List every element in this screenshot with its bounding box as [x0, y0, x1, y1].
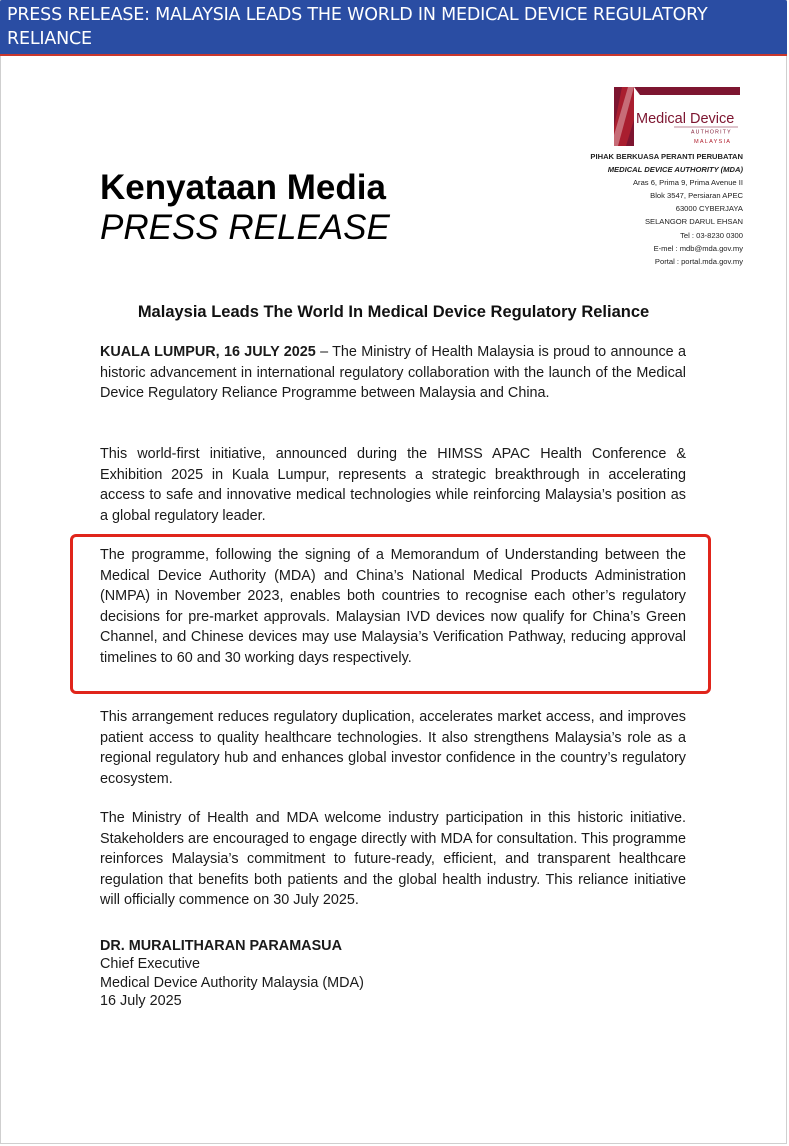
- address-line-1: Aras 6, Prima 9, Prima Avenue II: [632, 178, 743, 188]
- signatory-organization: Medical Device Authority Malaysia (MDA): [100, 974, 364, 991]
- release-title: Malaysia Leads The World In Medical Device Regulatory Reliance: [137, 303, 650, 321]
- signatory-role: Chief Executive: [100, 956, 200, 973]
- logo-line2: AUTHORITY: [691, 129, 732, 136]
- paragraph-3-highlighted: The programme, following the signing of a Memorandum of Understanding between the Medical Device Authority (MDA) and China’s National Medical Products Administration (NMPA) in November 2023, enables both countries to recognise each other’s regulatory decisions for pre-market approvals. Malaysian IVD devices now qualify for China’s Green Channel, and Chinese devices may use Malaysia’s Verification Pathway, reducing approval timelines to 60 and 30 working days respectively.: [100, 547, 686, 666]
- paragraph-1-text: – The Ministry of Health Malaysia is proud to announce a historic advancement in international regulatory collaboration with the launch of the Medical Device Regulatory Reliance Programme between Malaysia and China.: [100, 344, 686, 402]
- heading-english: PRESS RELEASE: [100, 208, 390, 247]
- address-block: [483, 150, 743, 268]
- address-tel: Tel : 03-8230 0300: [680, 230, 743, 240]
- paragraph-5: The Ministry of Health and MDA welcome industry participation in this historic initiative. Stakeholders are encouraged to engage directly with MDA for consultation. This programme reinforces Malaysia’s commitment to future-ready, efficient, and transparent healthcare regulation that benefits both patients and the global health industry. This reliance initiative will officially commence on 30 July 2025.: [100, 810, 686, 909]
- heading-malay: Kenyataan Media: [100, 168, 386, 207]
- page-header-title: PRESS RELEASE: MALAYSIA LEADS THE WORLD IN MEDICAL DEVICE REGULATORY RELIANCE: [0, 0, 787, 56]
- paragraph-1: [100, 342, 686, 404]
- dateline: KUALA LUMPUR, 16 JULY 2025: [100, 344, 316, 360]
- paragraph-2: This world-first initiative, announced during the HIMSS APAC Health Conference & Exhibition 2025 in Kuala Lumpur, represents a strategic breakthrough in accelerating access to safe and innovative medical technologies while reinforcing Malaysia’s position as a global regulatory leader.: [100, 446, 686, 524]
- logo-line3: MALAYSIA: [694, 139, 732, 145]
- org-name-english: MEDICAL DEVICE AUTHORITY (MDA): [607, 165, 743, 175]
- signature-date: 16 July 2025: [100, 993, 182, 1010]
- mda-logo: [614, 87, 740, 146]
- signature-block: [100, 937, 364, 1011]
- org-name-malay: PIHAK BERKUASA PERANTI PERUBATAN: [590, 152, 743, 161]
- signatory-name: DR. MURALITHARAN PARAMASUA: [100, 938, 342, 954]
- address-email: E-mel : mdb@mda.gov.my: [653, 243, 743, 253]
- address-line-3: 63000 CYBERJAYA: [675, 204, 743, 214]
- logo-line1: Medical Device: [636, 111, 735, 127]
- paragraph-4: This arrangement reduces regulatory duplication, accelerates market access, and improves patient access to quality healthcare technologies. It also strengthens Malaysia’s role as a regional regulatory hub and enhances global investor confidence in the country’s regulatory ecosystem.: [100, 709, 686, 787]
- address-line-2: Blok 3547, Persiaran APEC: [650, 191, 743, 201]
- address-line-4: SELANGOR DARUL EHSAN: [644, 217, 743, 227]
- address-portal: Portal : portal.mda.gov.my: [654, 256, 743, 266]
